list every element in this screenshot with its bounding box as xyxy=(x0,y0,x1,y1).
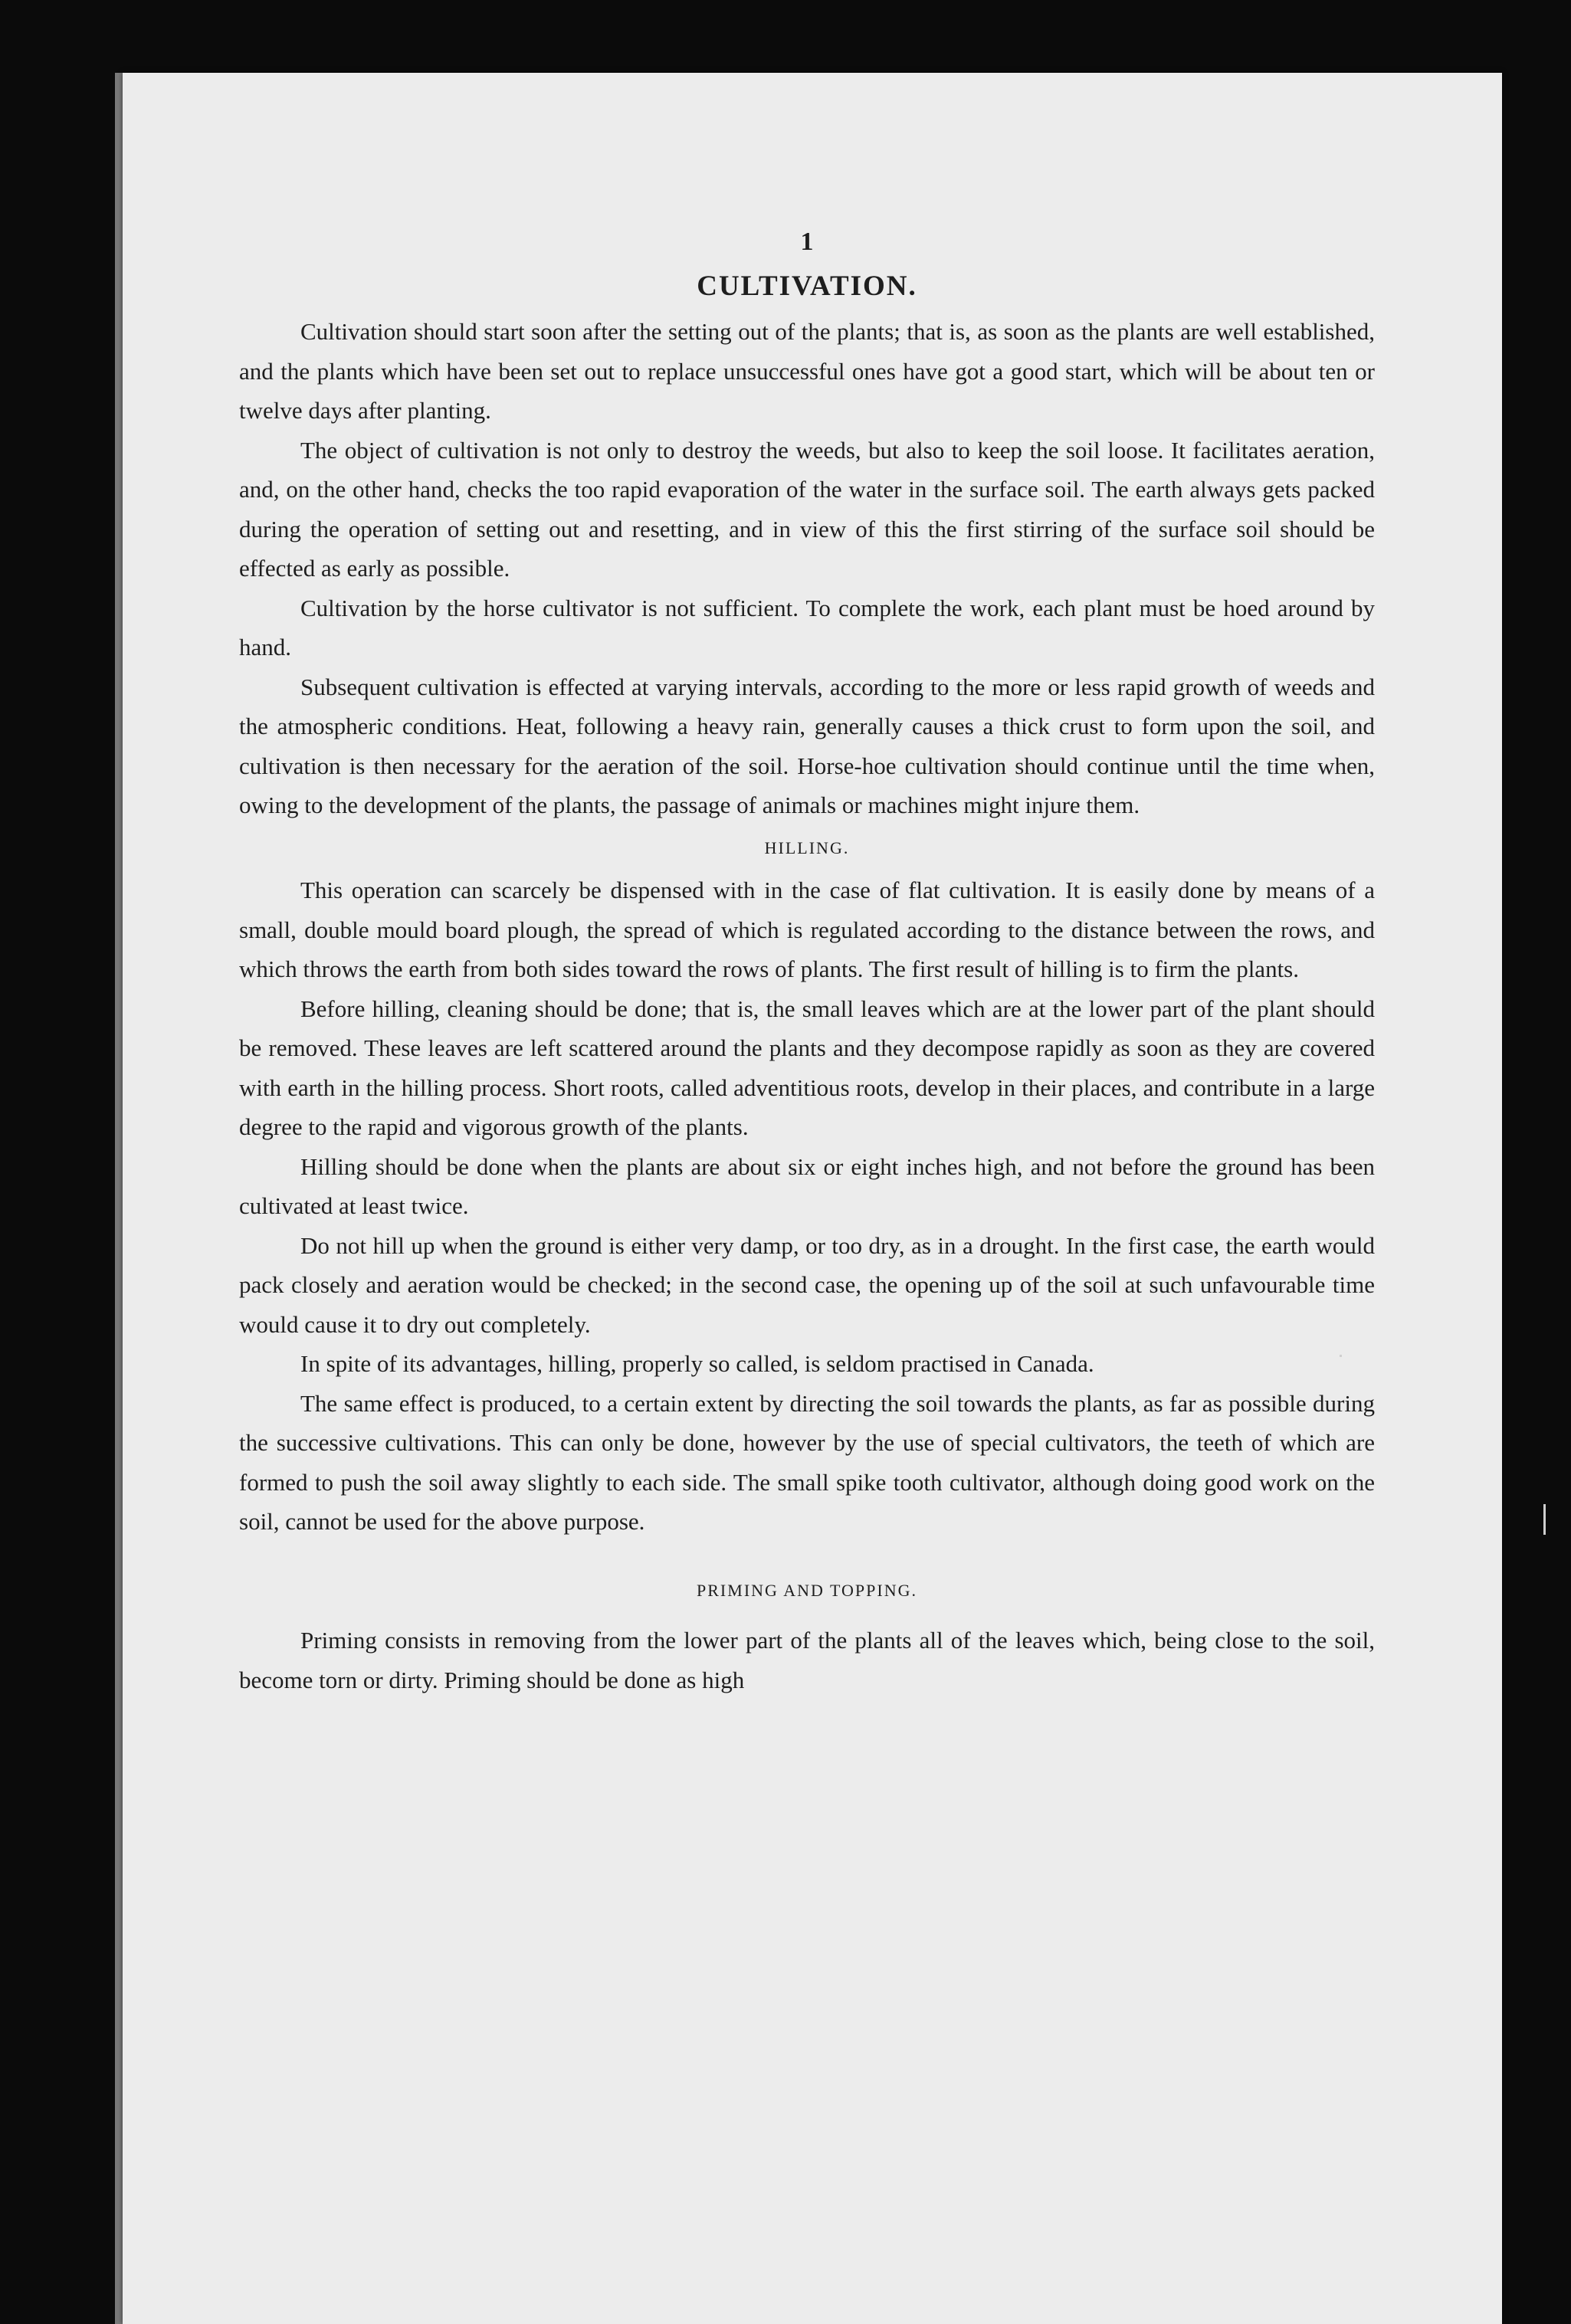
paragraph: In spite of its advantages, hilling, properly so called, is seldom practised in Canada. xyxy=(300,1350,1094,1377)
page-number: 1 xyxy=(800,228,814,256)
paragraph: Hilling should be done when the plants are about six or eight inches high, and not before the ground has been cultivated at least twice. xyxy=(239,1152,1375,1219)
paragraph: Priming consists in removing from the lower part of the plants all of the leaves which, being close to the soil, become torn or dirty. Priming should be done as high xyxy=(239,1627,1375,1693)
paragraph: This operation can scarcely be dispensed with in the case of flat cultivation. It is easily done by means of a small, double mould board plough, the spread of which is regulated according to the distance between the rows, and which throws the earth from both sides toward the rows of plants. The first result of hilling is to firm the plants. xyxy=(239,877,1375,982)
chapter-title: CULTIVATION. xyxy=(697,270,917,302)
paragraph: The object of cultivation is not only to destroy the weeds, but also to keep the soil loose. It facilitates aeration, and, on the other hand, checks the too rapid evaporation of the water in the surface soil. The earth always gets packed during the operation of setting out and resetting, and in view of this the first stirring of the surface soil should be effected as early as possible. xyxy=(239,436,1375,582)
paragraph: Do not hill up when the ground is either very damp, or too dry, as in a drought. In the first case, the earth would pack closely and aeration would be checked; in the second case, the opening up of the soil at such unfavourable time would cause it to dry out completely. xyxy=(239,1231,1375,1338)
scan-speck xyxy=(1543,1504,1546,1535)
section-heading-priming: PRIMING AND TOPPING. xyxy=(697,1580,917,1600)
paragraph: Before hilling, cleaning should be done; that is, the small leaves which are at the lower part of the plant should be removed. These leaves are left scattered around the plants and they decompose rapidly as soon as they are covered with earth in the hilling process. Short roots, called adventitious roots, develop in their places, and contribute in a large degree to the rapid and vigorous growth of the plants. xyxy=(239,995,1375,1140)
paragraph: The same effect is produced, to a certain extent by directing the soil towards the plants, as far as possible during the successive cultivations. This can only be done, however by the use of special cultivators, the teeth of which are formed to push the soil away slightly to each side. The small spike tooth cultivator, although doing good work on the soil, cannot be used for the above purpose. xyxy=(239,1389,1375,1535)
paragraph: Subsequent cultivation is effected at varying intervals, according to the more or less rapid growth of weeds and the atmospheric conditions. Heat, following a heavy rain, generally causes a thick crust to form upon the soil, and cultivation is then necessary for the aeration of the soil. Horse-hoe cultivation should continue until the time when, owing to the development of the plants, the passage of animals or machines might injure them. xyxy=(239,673,1375,818)
document-body xyxy=(239,222,1375,1700)
paragraph: Cultivation should start soon after the setting out of the plants; that is, as soon as the plants are well established, and the plants which have been set out to replace unsuccessful ones have got a good start, which will be about ten or twelve days after planting. xyxy=(239,318,1375,424)
paragraph: Cultivation by the horse cultivator is not sufficient. To complete the work, each plant must be hoed around by hand. xyxy=(239,594,1375,660)
section-heading-hilling: HILLING. xyxy=(764,837,850,857)
